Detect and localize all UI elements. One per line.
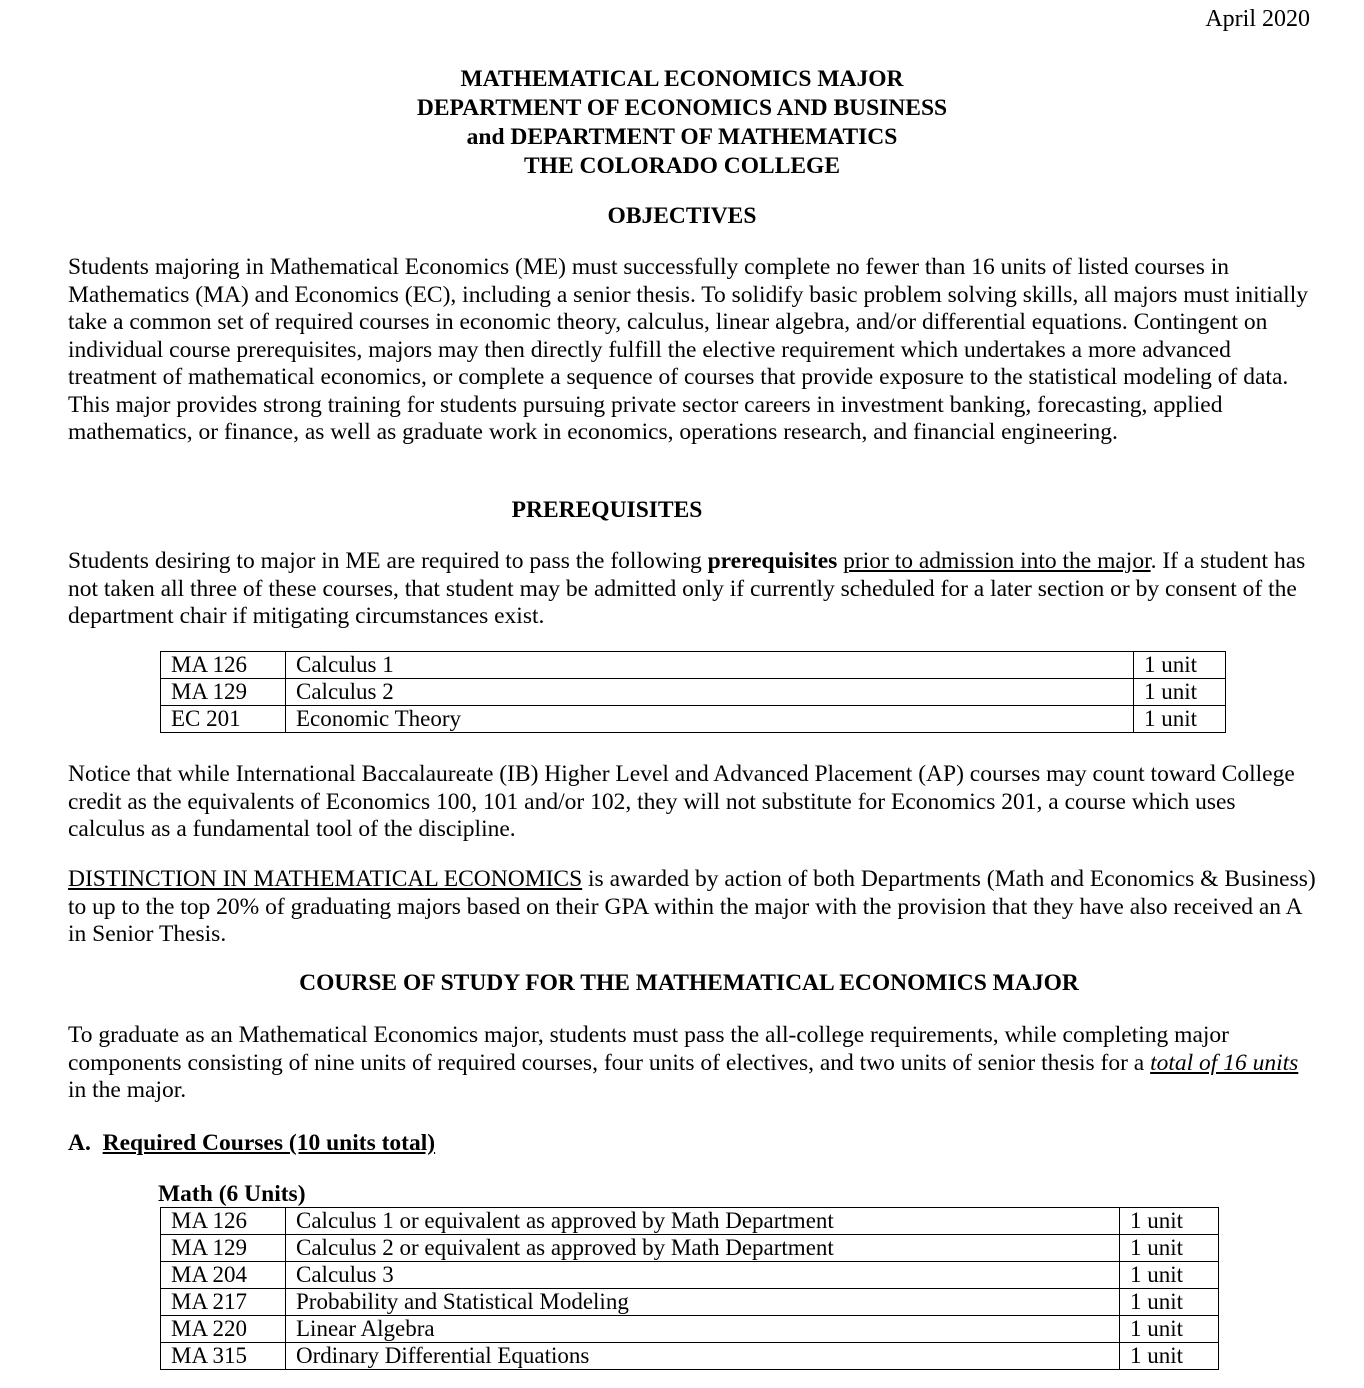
math-courses-table — [160, 1207, 1219, 1370]
prerequisites-underline: prior to admission into the major — [843, 548, 1151, 574]
table-row — [161, 1235, 1219, 1262]
course-code: MA 217 — [161, 1289, 286, 1316]
course-code: MA 129 — [161, 1235, 286, 1262]
total-units-emphasis: total of 16 units — [1150, 1049, 1299, 1076]
course-units: 1 unit — [1120, 1316, 1219, 1343]
prerequisites-heading: PREREQUISITES — [511, 497, 703, 523]
math-units-label: Math (6 Units) — [158, 1181, 306, 1207]
course-units: 1 unit — [1134, 706, 1226, 733]
objectives-text: Students majoring in Mathematical Economics (ME) must successfully complete no fewer than 16 units of listed courses in Mathematics (MA) and Economics (EC), including a senior thesis. To solidify basic problem solving skills, all majors must initially take a common set of required courses in economic theory, calculus, linear algebra, and/or differential equations. Contingent on individual course prerequisites, majors may then directly fulfill the elective requirement which undertakes a more advanced treatment of mathematical economics, or complete a sequence of courses that provide exposure to the statistical modeling of data. This major provides strong training for students pursuing private sector careers in investment banking, forecasting, applied mathematics, or finance, as well as graduate work in economics, operations research, and financial engineering. — [68, 254, 1308, 445]
course-units: 1 unit — [1120, 1208, 1219, 1235]
header-line-4: THE COLORADO COLLEGE — [524, 153, 840, 179]
course-units: 1 unit — [1134, 679, 1226, 706]
table-row — [161, 1343, 1219, 1370]
course-of-study-text-before: To graduate as an Mathematical Economics major, students must pass the all-college requirements, while completing major components consisting of nine units of required courses, four units of electives, and two units of senior thesis for a — [68, 1022, 1229, 1076]
required-courses-label — [68, 1130, 435, 1158]
table-row — [161, 1208, 1219, 1235]
course-code: MA 126 — [161, 652, 286, 679]
section-prefix: A. — [68, 1130, 91, 1156]
header-line-3: and DEPARTMENT OF MATHEMATICS — [466, 124, 898, 150]
course-of-study-heading: COURSE OF STUDY FOR THE MATHEMATICAL ECONOMICS MAJOR — [299, 970, 1079, 996]
objectives-paragraph — [68, 254, 1318, 447]
course-title: Calculus 2 or equivalent as approved by Math Department — [286, 1235, 1120, 1262]
table-row — [161, 1289, 1219, 1316]
distinction-label: DISTINCTION IN MATHEMATICAL ECONOMICS — [68, 866, 583, 892]
objectives-heading: OBJECTIVES — [607, 203, 757, 229]
distinction-paragraph — [68, 866, 1318, 949]
course-title: Economic Theory — [286, 706, 1134, 733]
prerequisites-bold: prerequisites — [707, 548, 838, 574]
course-title: Probability and Statistical Modeling — [286, 1289, 1120, 1316]
header-line-1: MATHEMATICAL ECONOMICS MAJOR — [460, 66, 904, 92]
header-line-2: DEPARTMENT OF ECONOMICS AND BUSINESS — [416, 95, 948, 121]
required-courses-title: Required Courses (10 units total) — [102, 1130, 436, 1156]
prerequisites-paragraph — [68, 548, 1316, 631]
table-row — [161, 1262, 1219, 1289]
course-code: MA 220 — [161, 1316, 286, 1343]
course-code: EC 201 — [161, 706, 286, 733]
course-of-study-paragraph — [68, 1022, 1313, 1105]
course-code: MA 126 — [161, 1208, 286, 1235]
course-title: Calculus 3 — [286, 1262, 1120, 1289]
prerequisites-text-before: Students desiring to major in ME are required to pass the following — [68, 548, 708, 574]
course-title: Ordinary Differential Equations — [286, 1343, 1120, 1370]
course-code: MA 315 — [161, 1343, 286, 1370]
course-title: Calculus 1 or equivalent as approved by Math Department — [286, 1208, 1120, 1235]
document-date: April 2020 — [1205, 6, 1310, 32]
notice-text: Notice that while International Baccalaureate (IB) Higher Level and Advanced Placement (AP) courses may count toward College credit as the equivalents of Economics 100, 101 and/or 102, they will not substitute for Economics 201, a course which uses calculus as a fundamental tool of the discipline. — [68, 761, 1295, 842]
table-row — [161, 1316, 1219, 1343]
prerequisites-table — [160, 651, 1226, 733]
course-units: 1 unit — [1120, 1262, 1219, 1289]
document-header — [0, 65, 1364, 181]
course-title: Linear Algebra — [286, 1316, 1120, 1343]
course-units: 1 unit — [1120, 1289, 1219, 1316]
table-row — [161, 679, 1226, 706]
course-units: 1 unit — [1120, 1343, 1219, 1370]
distinction-text: is awarded by action of both Departments (Math and Economics & Business) to up to the top 20% of graduating majors based on their GPA within the major with the provision that they have also received an A in Senior Thesis. — [68, 866, 1316, 947]
notice-paragraph — [68, 761, 1318, 844]
table-row — [161, 652, 1226, 679]
course-code: MA 204 — [161, 1262, 286, 1289]
course-units: 1 unit — [1120, 1235, 1219, 1262]
course-of-study-text-after: in the major. — [68, 1077, 187, 1103]
table-row — [161, 706, 1226, 733]
prerequisites-text-after: . If a student has not taken all three of these courses, that student may be admitted only if currently scheduled for a later section or by consent of the department chair if mitigating circumstances exist. — [68, 548, 1306, 629]
course-code: MA 129 — [161, 679, 286, 706]
course-title: Calculus 1 — [286, 652, 1134, 679]
course-units: 1 unit — [1134, 652, 1226, 679]
course-title: Calculus 2 — [286, 679, 1134, 706]
